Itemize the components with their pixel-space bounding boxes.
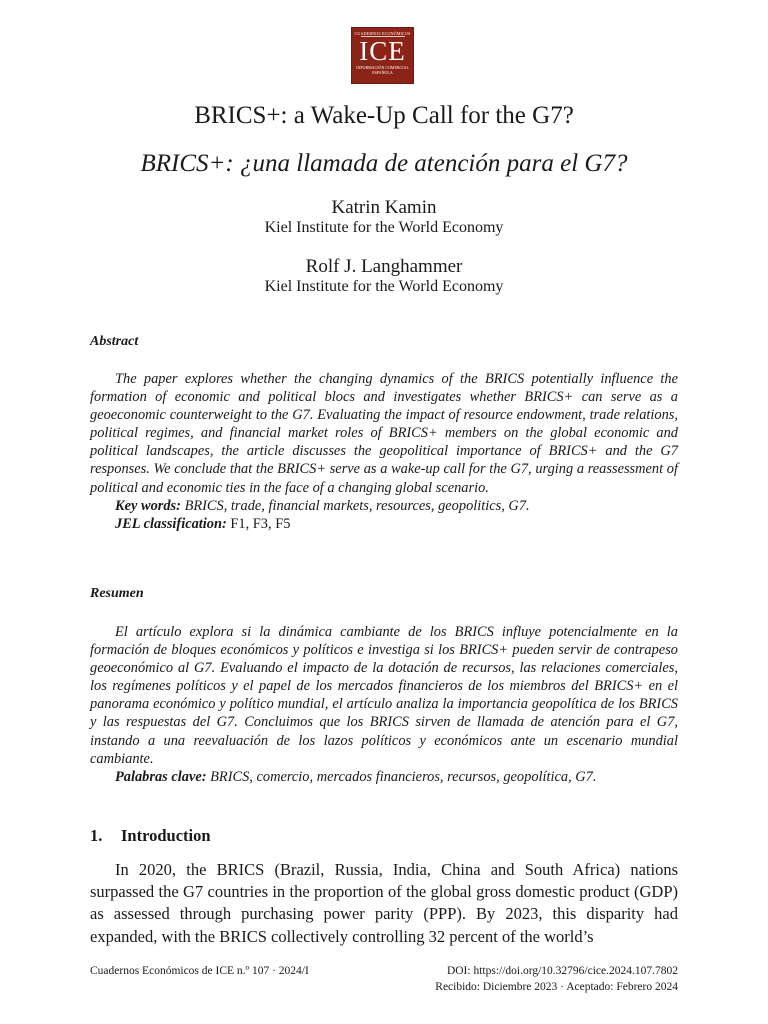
section-title: Introduction xyxy=(121,826,211,845)
logo-top-text: CUADERNOS ECONÓMICOS xyxy=(354,31,411,36)
resumen-label: Resumen xyxy=(90,586,144,601)
footer-right xyxy=(435,963,678,995)
palabras-clave-value: BRICS, comercio, mercados financieros, recursos, geopolítica, G7. xyxy=(210,768,597,785)
title-english: BRICS+: a Wake-Up Call for the G7? xyxy=(194,102,574,129)
journal-logo xyxy=(351,27,414,84)
keywords-line xyxy=(90,497,678,515)
section-heading xyxy=(90,826,211,846)
abstract-text: The paper explores whether the changing dynamics of the BRICS potentially influence the formation of economic and political blocs and investigates whether BRICS+ can serve as a geoeconomic counterweight to the G7. Evaluating the impact of resource endowment, trade relations, political regimes, and financial market roles of BRICS+ members on the global economic and political landscapes, the article discusses the geopolitical importance of BRICS+ and the G7 responses. We conclude that the BRICS+ serve as a wake-up call for the G7, urging a reassessment of political and economic ties in the face of a changing global scenario. xyxy=(90,371,678,496)
jel-value: F1, F3, F5 xyxy=(230,515,291,532)
footer-dates: Recibido: Diciembre 2023 · Aceptado: Febrero 2024 xyxy=(435,981,678,993)
footer-doi: DOI: https://doi.org/10.32796/cice.2024.107.7802 xyxy=(446,965,678,977)
keywords-label: Key words: xyxy=(115,497,181,514)
author-name-2: Rolf J. Langhammer xyxy=(305,256,463,277)
keywords-value: BRICS, trade, financial markets, resources, geopolitics, G7. xyxy=(184,497,530,514)
jel-line xyxy=(90,515,678,533)
title-spanish: BRICS+: ¿una llamada de atención para el G7? xyxy=(140,150,628,177)
author-name-1: Katrin Kamin xyxy=(331,197,437,218)
section-number: 1. xyxy=(90,826,103,845)
resumen-block xyxy=(90,623,678,786)
resumen-text: El artículo explora si la dinámica cambiante de los BRICS influye potencialmente en la formación de bloques económicos y políticos e investiga si los BRICS+ pueden servir de contrapeso geoeconómico al G7. Evaluando el impacto de la dotación de recursos, las relaciones comerciales, los regímenes políticos y el papel de los mercados financieros de los miembros del BRICS+ en el panorama económico y político mundial, el artículo analiza la importancia geopolítica de los BRICS y las respuestas del G7. Concluimos que los BRICS sirven de llamada de atención para el G7, instando a una reevaluación de los lazos políticos y económicos ante un escenario mundial cambiante. xyxy=(90,624,678,767)
jel-label: JEL classification: xyxy=(115,515,227,532)
logo-sub-line1: INFORMACIÓN COMERCIAL xyxy=(356,65,409,70)
abstract-label: Abstract xyxy=(90,334,139,349)
palabras-clave-line xyxy=(90,768,678,786)
introduction-paragraph: In 2020, the BRICS (Brazil, Russia, India, China and South Africa) nations surpassed the G7 countries in the proportion of the global gross domestic product (GDP) as assessed through purchasing power parity (PPP). By 2023, this disparity had expanded, with the BRICS collectively controlling 32 percent of the world’s xyxy=(90,860,678,946)
logo-sub-line2: ESPAÑOLA xyxy=(372,70,393,75)
logo-mark: ICE xyxy=(359,36,406,66)
footer-journal: Cuadernos Económicos de ICE n.º 107 · 2024/I xyxy=(90,965,309,977)
author-affiliation-1: Kiel Institute for the World Economy xyxy=(264,219,504,236)
author-affiliation-2: Kiel Institute for the World Economy xyxy=(264,278,504,295)
introduction-body xyxy=(90,859,678,948)
abstract-block xyxy=(90,370,678,533)
palabras-clave-label: Palabras clave: xyxy=(115,768,207,785)
